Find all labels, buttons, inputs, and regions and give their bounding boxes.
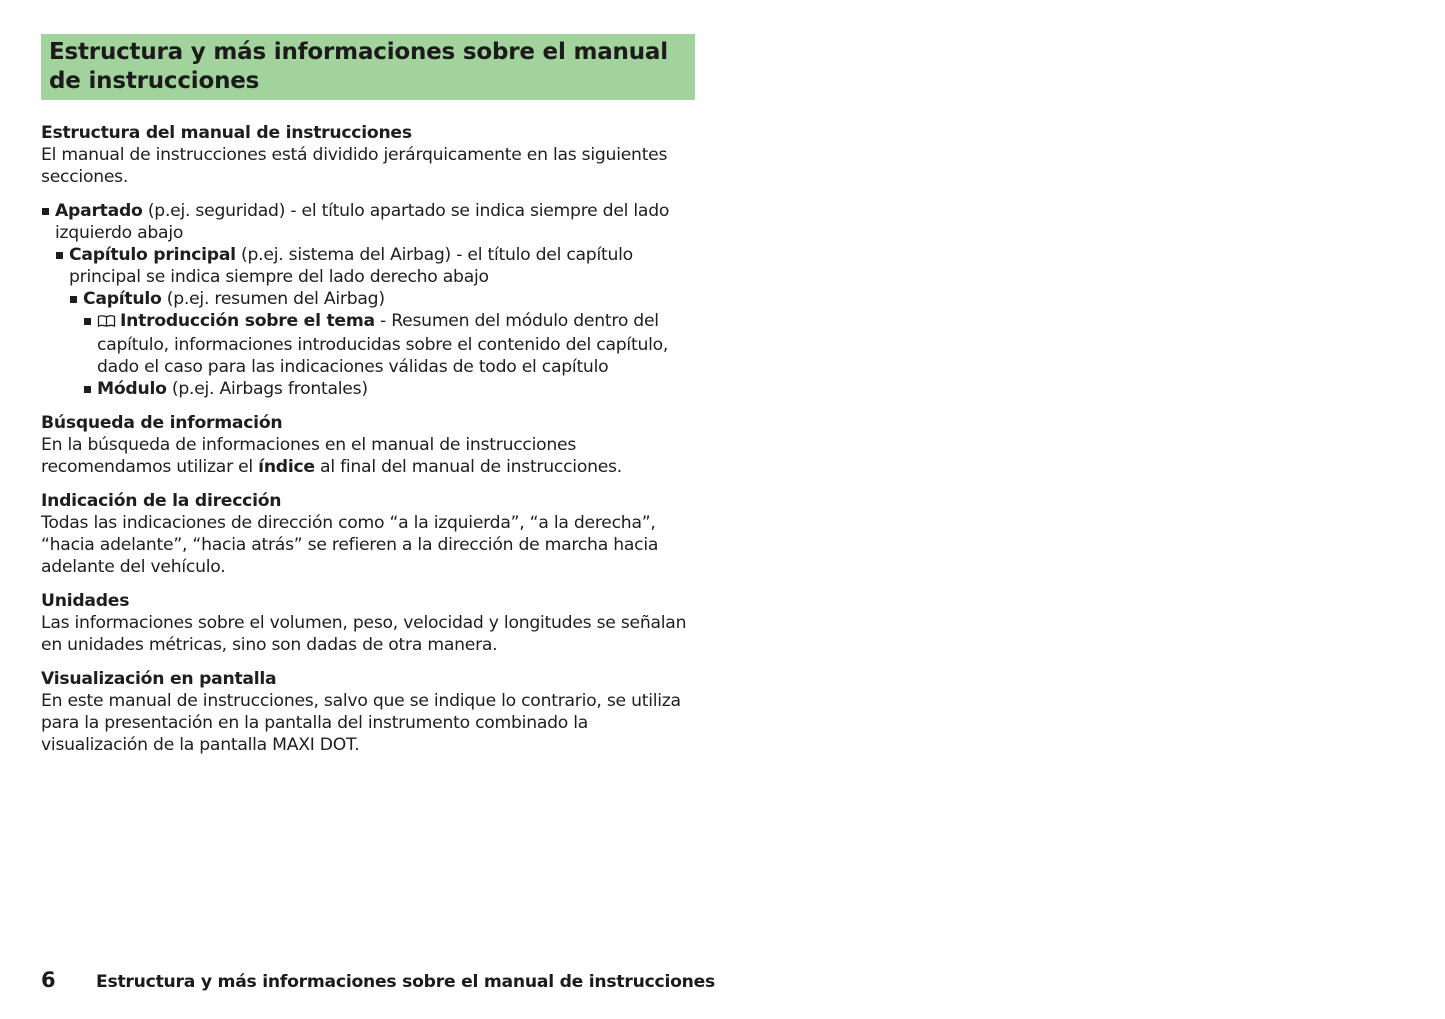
running-title: Estructura y más informaciones sobre el manual de instrucciones [96,972,716,992]
page-title: Estructura y más informaciones sobre el manual de instrucciones [41,34,695,100]
section-body: Las informaciones sobre el volumen, peso, velocidad y longitudes se señalan en unidades métricas, sino son dadas de otra manera. [41,613,687,655]
list-item-term: Introducción sobre el tema [120,311,375,331]
bullet-square-icon [56,252,63,259]
section-busqueda [41,412,697,478]
list-item-capitulo-principal [41,244,697,288]
book-icon [97,312,116,334]
section-visualizacion [41,668,697,756]
list-item-term: Módulo [97,379,167,399]
section-unidades [41,590,697,656]
bullet-square-icon [70,296,77,303]
section-direccion [41,490,697,578]
list-item-term: Capítulo principal [69,245,236,265]
list-item-term: Capítulo [83,289,162,309]
page-number: 6 [41,968,56,992]
bullet-square-icon [42,208,49,215]
list-item-modulo [41,378,697,400]
section-heading: Búsqueda de información [41,413,283,433]
bullet-square-icon [84,386,91,393]
list-item-capitulo [41,288,697,310]
list-item-desc: (p.ej. resumen del Airbag) [161,289,385,309]
list-item-desc: (p.ej. Airbags frontales) [166,379,368,399]
section-body: El manual de instrucciones está dividido jerárquicamente en las siguientes secciones. [41,145,668,187]
list-item-apartado [41,200,697,244]
list-item-desc: (p.ej. sistema del Airbag) - el título del capítulo principal se indica siempre del lado derecho abajo [69,245,633,287]
section-heading: Indicación de la dirección [41,491,282,511]
bullet-square-icon [84,318,91,325]
list-item-desc: (p.ej. seguridad) - el título apartado se indica siempre del lado izquierdo abajo [55,201,670,243]
section-heading: Unidades [41,591,130,611]
section-body: Todas las indicaciones de dirección como “a la izquierda”, “a la derecha”, “hacia adelante”, “hacia atrás” se refieren a la dirección de marcha hacia adelante del vehículo. [41,513,659,577]
section-heading: Estructura del manual de instrucciones [41,123,412,143]
list-item-term: Apartado [55,201,143,221]
index-term: índice [258,457,315,477]
section-heading: Visualización en pantalla [41,669,277,689]
list-item-desc: - Resumen del módulo dentro del capítulo, informaciones introducidas sobre el contenido del capítulo, dado el caso para las indicaciones válidas de todo el capítulo [97,311,669,377]
main-content [41,122,697,768]
hierarchy-list [41,200,697,400]
section-body: En la búsqueda de informaciones en el manual de instrucciones recomendamos utilizar el índice al final del manual de instrucciones. [41,435,622,477]
list-item-introduccion [41,310,697,378]
section-estructura [41,122,697,188]
section-body: En este manual de instrucciones, salvo que se indique lo contrario, se utiliza para la presentación en la pantalla del instrumento combinado la visualización de la pantalla MAXI DOT. [41,691,681,755]
